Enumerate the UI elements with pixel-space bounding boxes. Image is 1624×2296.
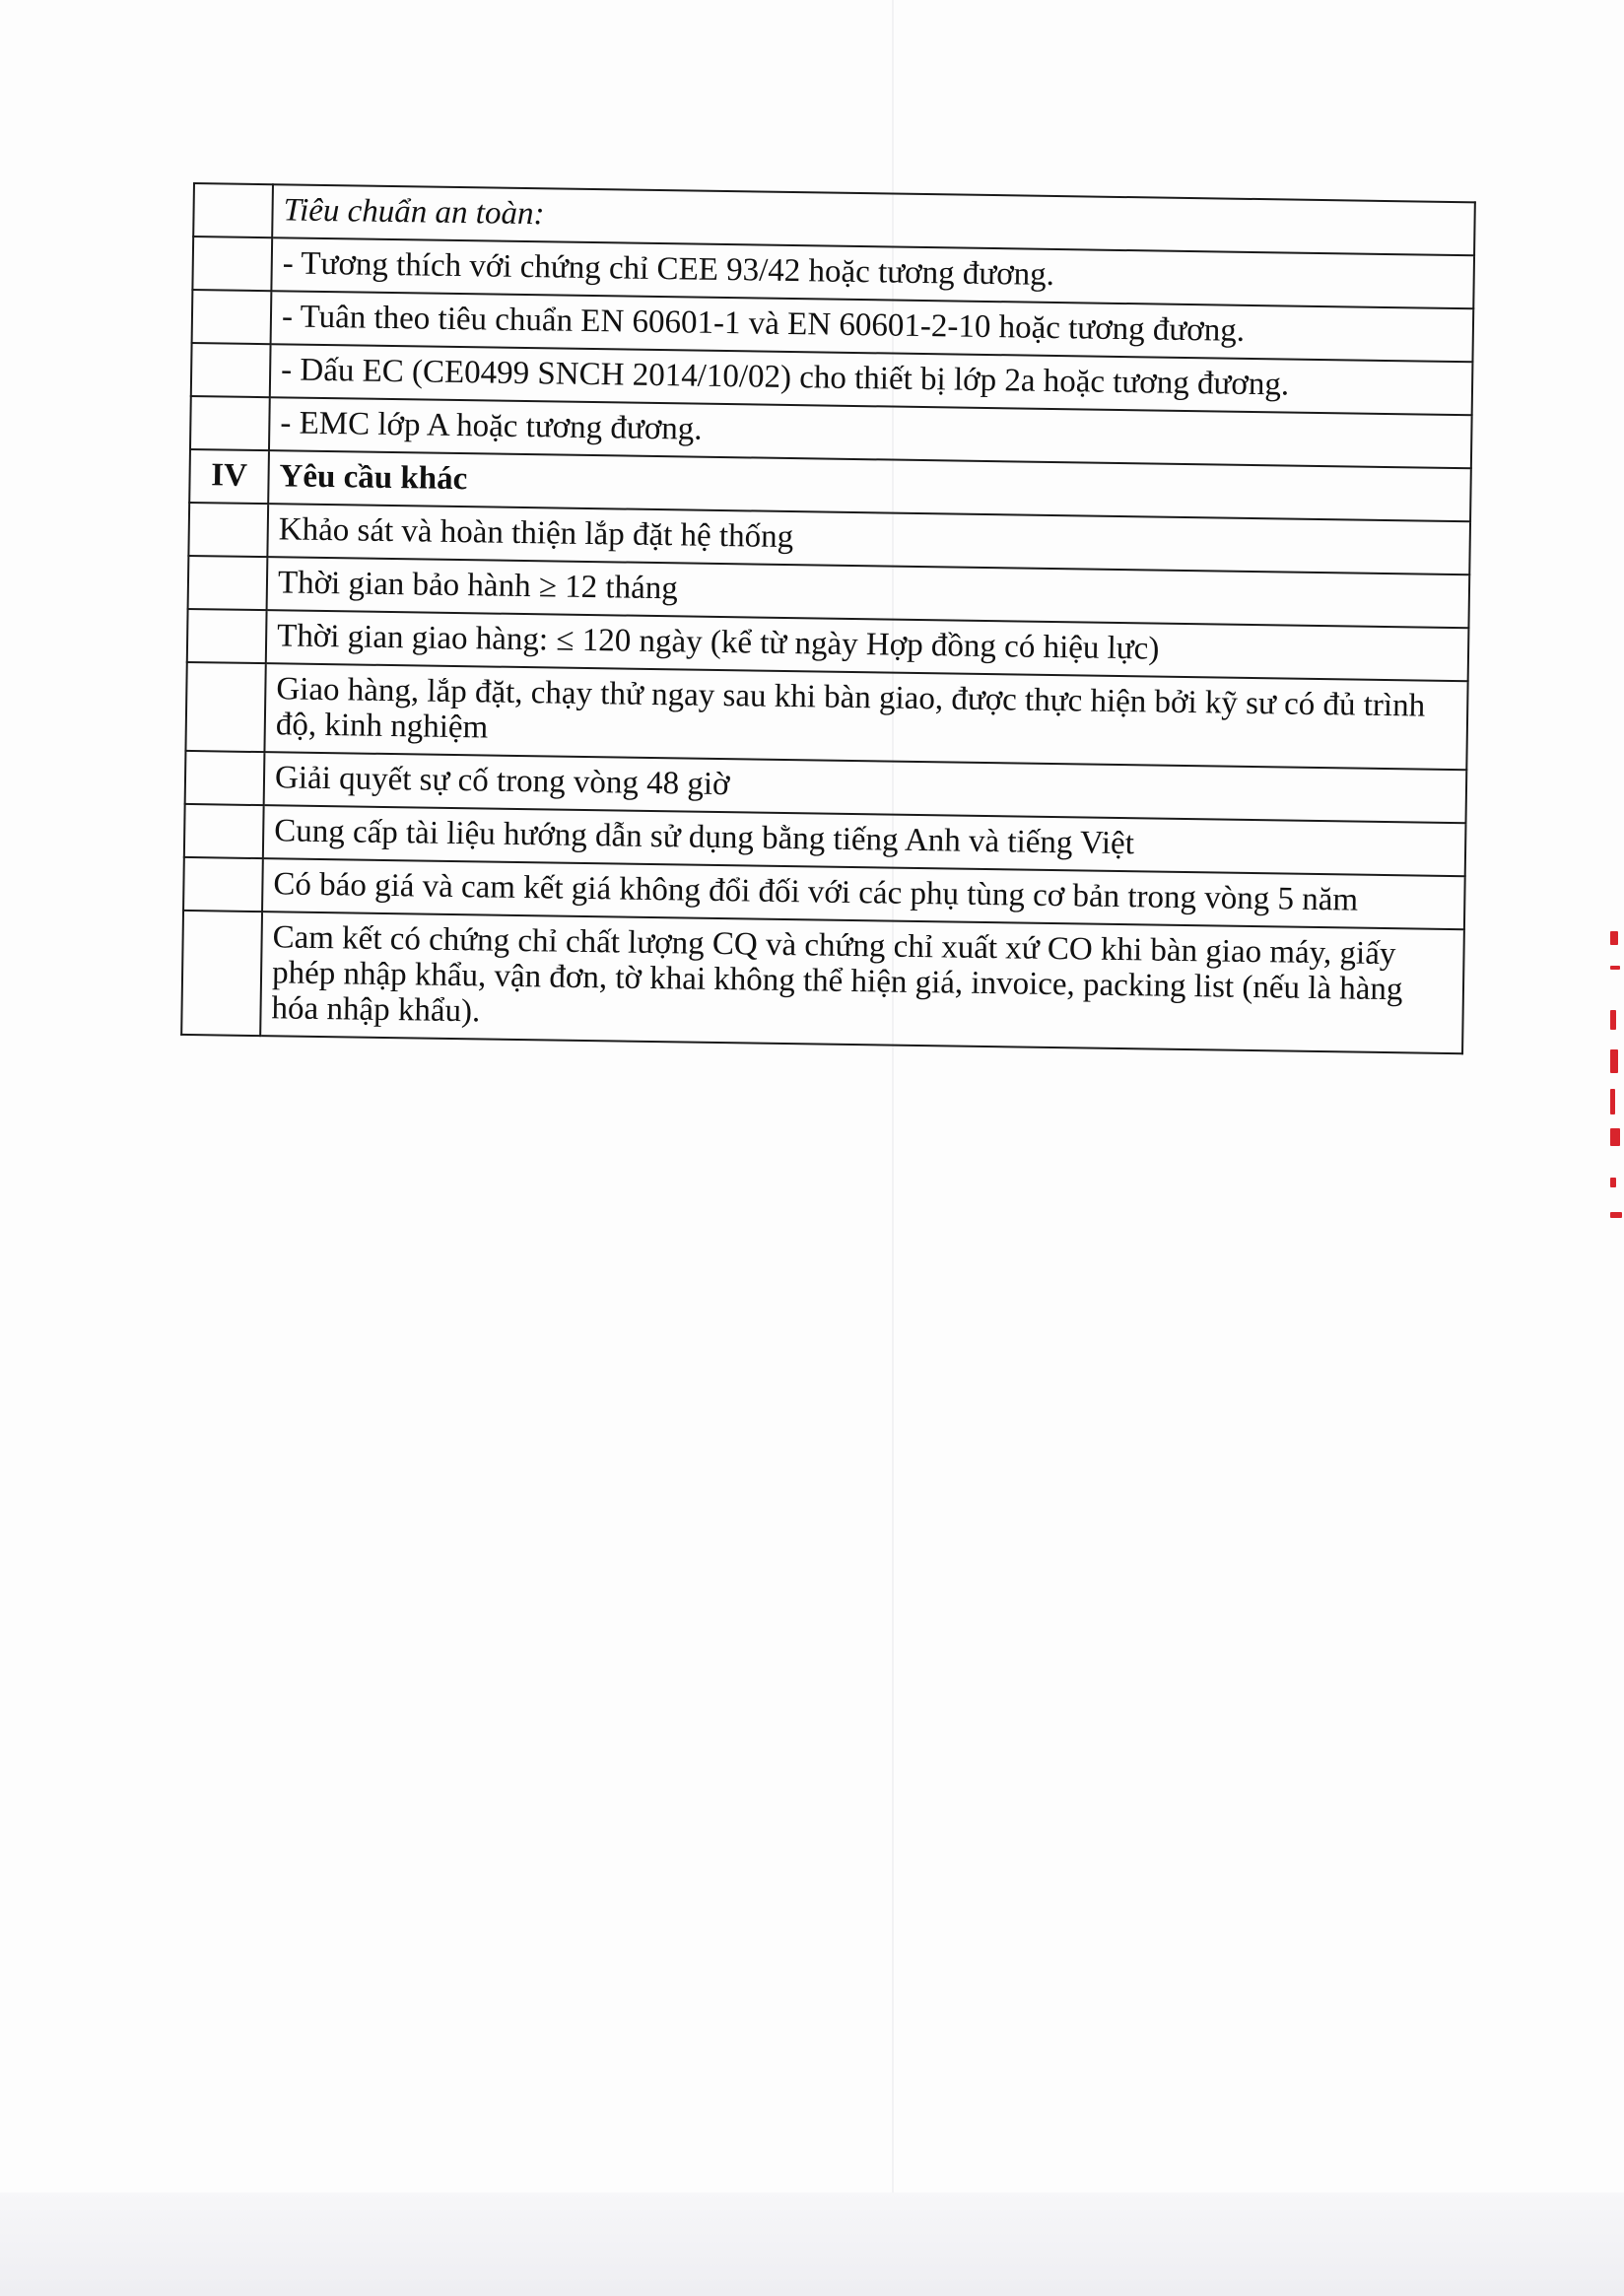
requirements-table [180,182,1476,1054]
row-text: Thời gian bảo hành ≥ 12 tháng [267,557,1470,628]
row-text: Có báo giá và cam kết giá không đổi đối với các phụ tùng cơ bản trong vòng 5 năm [262,858,1465,929]
row-text: - Tuân theo tiêu chuẩn EN 60601-1 và EN 60601-2-10 hoặc tương đương. [271,291,1474,362]
row-number [188,503,268,557]
row-number [193,183,273,237]
row-text: Thời gian giao hàng: ≤ 120 ngày (kể từ ngày Hợp đồng có hiệu lực) [266,610,1469,681]
row-number [185,751,265,805]
row-text: Cung cấp tài liệu hướng dẫn sử dụng bằng tiếng Anh và tiếng Việt [263,805,1466,876]
row-text: Giải quyết sự cố trong vòng 48 giờ [264,752,1467,823]
table-row [181,911,1464,1053]
row-text: Cam kết có chứng chỉ chất lượng CQ và chứng chỉ xuất xứ CO khi bàn giao máy, giấy phép nhập khẩu, vận đơn, tờ khai không thể hiện giá, invoice, packing list (nếu là hàng hóa nhập khẩu). [260,912,1464,1053]
section-number: IV [189,449,269,504]
row-text: - EMC lớp A hoặc tương đương. [269,397,1472,468]
row-number [188,556,268,610]
row-number [191,343,271,397]
row-text: - Dấu EC (CE0499 SNCH 2014/10/02) cho thiết bị lớp 2a hoặc tương đương. [270,344,1473,415]
row-number [185,662,265,752]
scan-bottom-band [0,2193,1624,2296]
row-text: Tiêu chuẩn an toàn: [272,184,1475,255]
red-stamp-edge [1608,931,1624,1227]
row-number [192,236,272,291]
row-number [183,857,263,912]
row-text: - Tương thích với chứng chỉ CEE 93/42 hoặc tương đương. [271,237,1474,308]
row-number [184,804,264,858]
row-number [192,290,272,344]
row-number [181,911,262,1036]
section-title: Yêu cầu khác [268,450,1471,521]
row-text: Khảo sát và hoàn thiện lắp đặt hệ thống [267,504,1470,574]
row-number [190,396,270,450]
row-text: Giao hàng, lắp đặt, chạy thử ngay sau khi bàn giao, được thực hiện bởi kỹ sư có đủ trình độ, kinh nghiệm [264,663,1467,770]
row-number [187,609,267,663]
